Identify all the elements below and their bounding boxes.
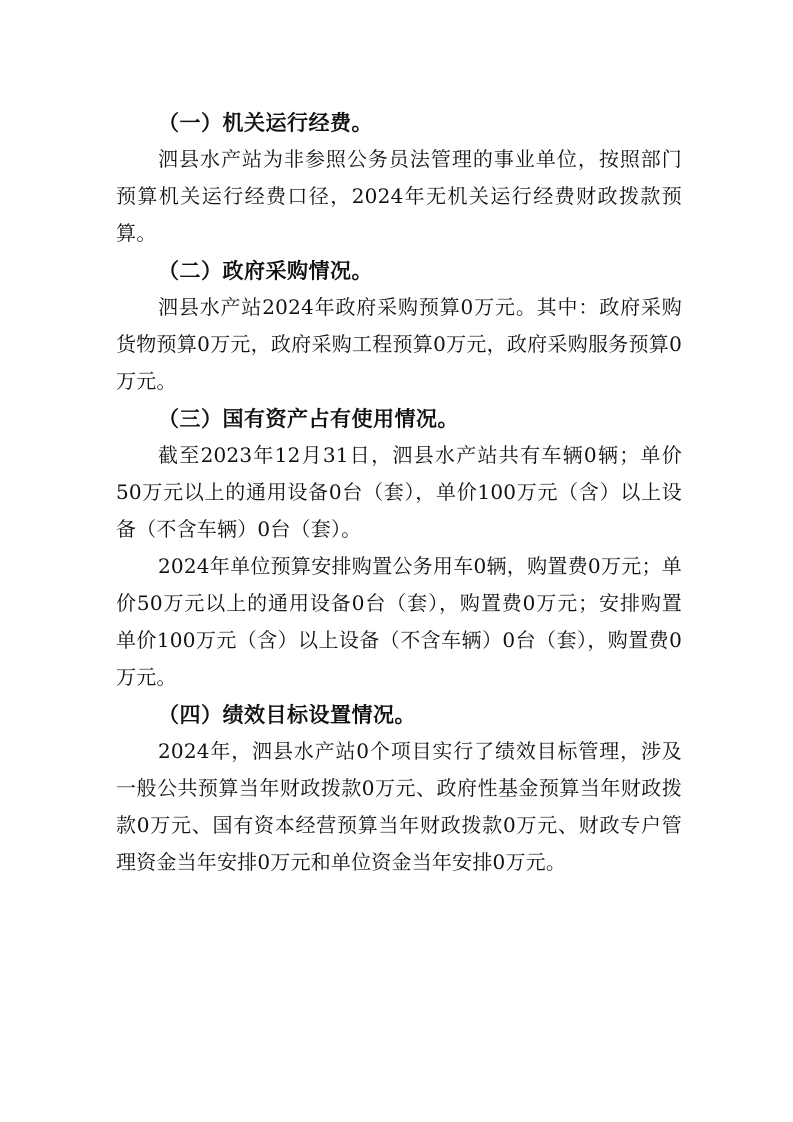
document-body xyxy=(116,104,682,881)
paragraph-government-procurement: 泗县水产站2024年政府采购预算0万元。其中：政府采购货物预算0万元，政府采购工程预算0万元，政府采购服务预算0万元。 xyxy=(116,295,682,393)
paragraph-operating-expenses: 泗县水产站为非参照公务员法管理的事业单位，按照部门预算机关运行经费口径，2024年无机关运行经费财政拨款预算。 xyxy=(116,147,682,245)
section-heading-government-procurement: （二）政府采购情况。 xyxy=(158,258,373,283)
section-heading-performance-targets: （四）绩效目标设置情况。 xyxy=(158,702,416,727)
section-heading-operating-expenses: （一）机关运行经费。 xyxy=(158,110,373,135)
paragraph-performance-targets: 2024年，泗县水产站0个项目实行了绩效目标管理，涉及一般公共预算当年财政拨款0万元、政府性基金预算当年财政拨款0万元、国有资本经营预算当年财政拨款0万元、财政专户管理资金当年安排0万元和单位资金当年安排0万元。 xyxy=(116,739,682,874)
paragraph-state-assets-current: 截至2023年12月31日，泗县水产站共有车辆0辆；单价50万元以上的通用设备0台（套），单价100万元（含）以上设备（不含车辆）0台（套）。 xyxy=(116,443,682,541)
section-heading-state-assets: （三）国有资产占有使用情况。 xyxy=(158,406,459,431)
paragraph-state-assets-purchase: 2024年单位预算安排购置公务用车0辆，购置费0万元；单价50万元以上的通用设备0台（套），购置费0万元；安排购置单价100万元（含）以上设备（不含车辆）0台（套），购置费0万元。 xyxy=(116,554,682,689)
